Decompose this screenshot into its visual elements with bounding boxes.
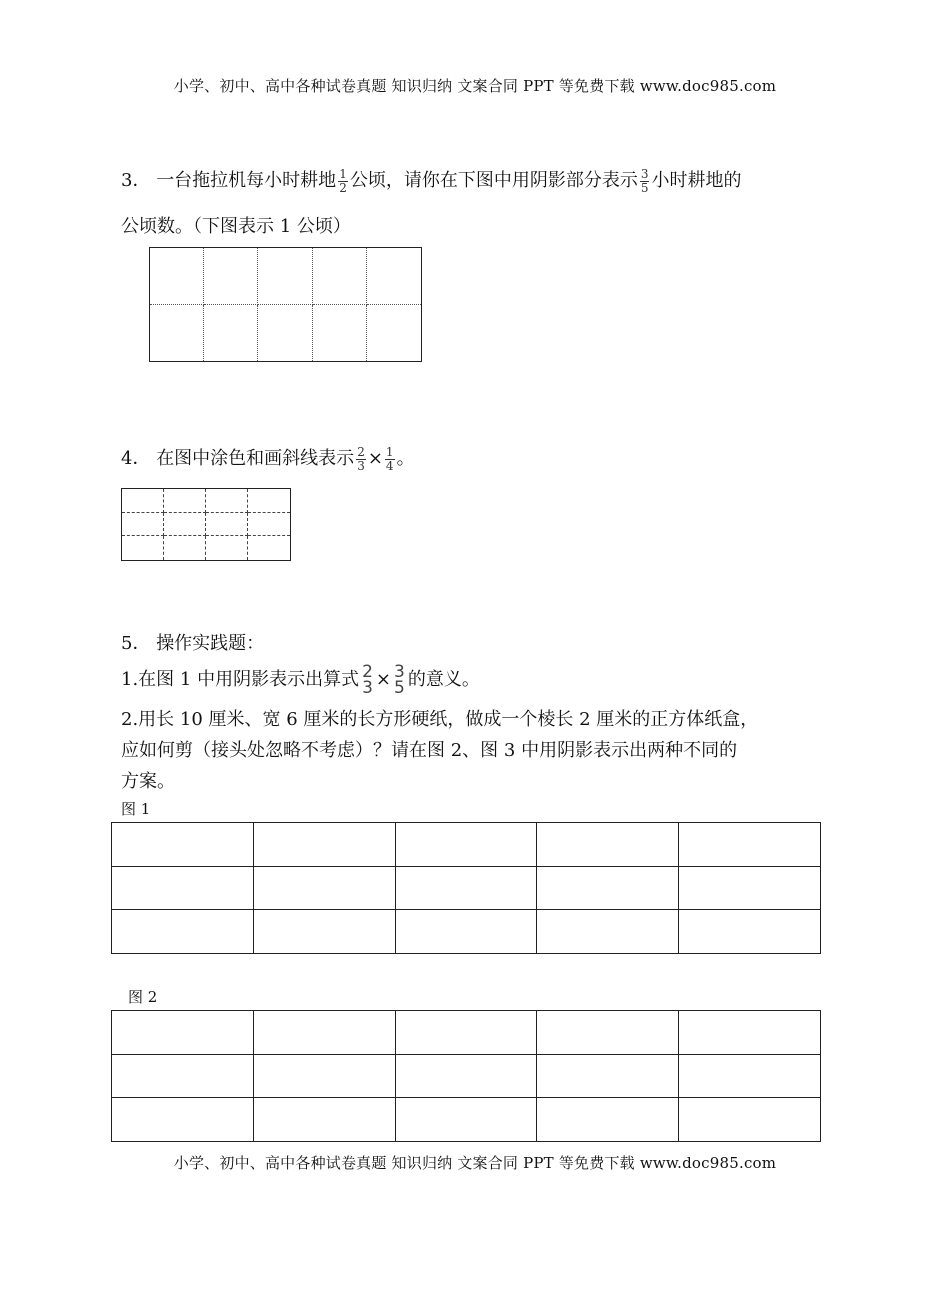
- q5-title-line: [121, 629, 264, 655]
- grid-cell[interactable]: [679, 823, 821, 867]
- grid-cell[interactable]: [396, 910, 538, 954]
- q3-line2: 公顷数。（下图表示 1 公顷）: [121, 216, 351, 237]
- grid-cell[interactable]: [679, 1098, 821, 1142]
- q4-number: 4．: [121, 448, 151, 469]
- grid-cell[interactable]: [254, 1055, 396, 1099]
- grid-cell[interactable]: [206, 489, 248, 513]
- grid-cell[interactable]: [248, 489, 290, 513]
- grid-cell[interactable]: [679, 910, 821, 954]
- grid-cell[interactable]: [150, 248, 204, 305]
- q5-times: ×: [375, 669, 391, 690]
- q5-item1-pre: 1.在图 1 中用阴影表示出算式: [121, 669, 360, 690]
- q4-fraction-two-thirds: $\frac{2}{3}$: [357, 444, 365, 473]
- grid-cell[interactable]: [367, 248, 421, 305]
- grid-cell[interactable]: [254, 910, 396, 954]
- grid-cell[interactable]: [679, 1011, 821, 1055]
- q3-text1: 一台拖拉机每小时耕地: [156, 170, 337, 191]
- grid-cell[interactable]: [248, 536, 290, 560]
- grid-cell[interactable]: [204, 305, 258, 362]
- grid-cell[interactable]: [258, 248, 312, 305]
- grid-cell[interactable]: [112, 1055, 254, 1099]
- page-footer: 小学、初中、高中各种试卷真题 知识归纳 文案合同 PPT 等免费下载 www.doc985.com: [173, 1154, 777, 1172]
- grid-cell[interactable]: [537, 1098, 679, 1142]
- figure-2-label: 图 2: [128, 988, 158, 1006]
- grid-cell[interactable]: [537, 823, 679, 867]
- grid-cell[interactable]: [254, 1098, 396, 1142]
- grid-cell[interactable]: [112, 910, 254, 954]
- grid-cell[interactable]: [122, 536, 164, 560]
- grid-cell[interactable]: [396, 1011, 538, 1055]
- q4-fraction-one-quarter: $\frac{1}{4}$: [385, 444, 394, 473]
- q5-fraction-two-thirds: 2 3: [362, 662, 373, 698]
- figure-1-grid[interactable]: [111, 822, 821, 954]
- grid-cell[interactable]: [164, 513, 206, 537]
- q4-grid[interactable]: [121, 488, 291, 561]
- grid-cell[interactable]: [396, 1098, 538, 1142]
- grid-cell[interactable]: [150, 305, 204, 362]
- grid-cell[interactable]: [537, 867, 679, 911]
- grid-cell[interactable]: [112, 867, 254, 911]
- grid-cell[interactable]: [112, 1098, 254, 1142]
- q3-line1: [121, 166, 741, 195]
- grid-cell[interactable]: [206, 513, 248, 537]
- q4-end: 。: [396, 448, 415, 469]
- grid-cell[interactable]: [367, 305, 421, 362]
- q4-text: 在图中涂色和画斜线表示: [156, 448, 355, 469]
- grid-cell[interactable]: [112, 1011, 254, 1055]
- page-header: 小学、初中、高中各种试卷真题 知识归纳 文案合同 PPT 等免费下载 www.doc985.com: [173, 77, 777, 95]
- q5-item1-post: 的意义。: [407, 669, 480, 690]
- q4-line: [121, 444, 415, 473]
- grid-cell[interactable]: [396, 867, 538, 911]
- q5-item2-line1: 2.用长 10 厘米、宽 6 厘米的长方形硬纸，做成一个棱长 2 厘米的正方体纸盒，: [121, 709, 759, 730]
- grid-cell[interactable]: [396, 823, 538, 867]
- grid-cell[interactable]: [258, 305, 312, 362]
- grid-cell[interactable]: [248, 513, 290, 537]
- q3-fraction-half: $\frac{1}{2}$: [339, 166, 347, 195]
- q5-item2-line3: 方案。: [121, 771, 175, 792]
- grid-cell[interactable]: [206, 536, 248, 560]
- q3-text3: 小时耕地的: [651, 170, 742, 191]
- q5-title: 操作实践题：: [156, 633, 265, 654]
- grid-cell[interactable]: [313, 248, 367, 305]
- q3-grid-one-hectare[interactable]: [149, 247, 422, 362]
- grid-cell[interactable]: [122, 489, 164, 513]
- grid-cell[interactable]: [164, 536, 206, 560]
- grid-cell[interactable]: [537, 910, 679, 954]
- grid-cell[interactable]: [254, 823, 396, 867]
- grid-cell[interactable]: [164, 489, 206, 513]
- grid-cell[interactable]: [254, 867, 396, 911]
- grid-cell[interactable]: [679, 867, 821, 911]
- grid-cell[interactable]: [204, 248, 258, 305]
- grid-cell[interactable]: [112, 823, 254, 867]
- figure-2-grid[interactable]: [111, 1010, 821, 1142]
- q3-fraction-three-fifths: $\frac{3}{5}$: [640, 166, 649, 195]
- figure-1-label: 图 1: [121, 800, 151, 818]
- grid-cell[interactable]: [679, 1055, 821, 1099]
- grid-cell[interactable]: [122, 513, 164, 537]
- grid-cell[interactable]: [537, 1055, 679, 1099]
- q3-text2: 公顷，请你在下图中用阴影部分表示: [349, 170, 638, 191]
- q4-times: ×: [367, 448, 383, 469]
- q5-fraction-three-fifths: 3 5: [394, 662, 405, 698]
- q5-number: 5．: [121, 633, 151, 654]
- q3-number: 3．: [121, 170, 151, 191]
- q5-item2-line2: 应如何剪（接头处忽略不考虑）？请在图 2、图 3 中用阴影表示出两种不同的: [121, 740, 738, 761]
- grid-cell[interactable]: [396, 1055, 538, 1099]
- grid-cell[interactable]: [537, 1011, 679, 1055]
- q5-item1: [121, 664, 480, 696]
- grid-cell[interactable]: [313, 305, 367, 362]
- grid-cell[interactable]: [254, 1011, 396, 1055]
